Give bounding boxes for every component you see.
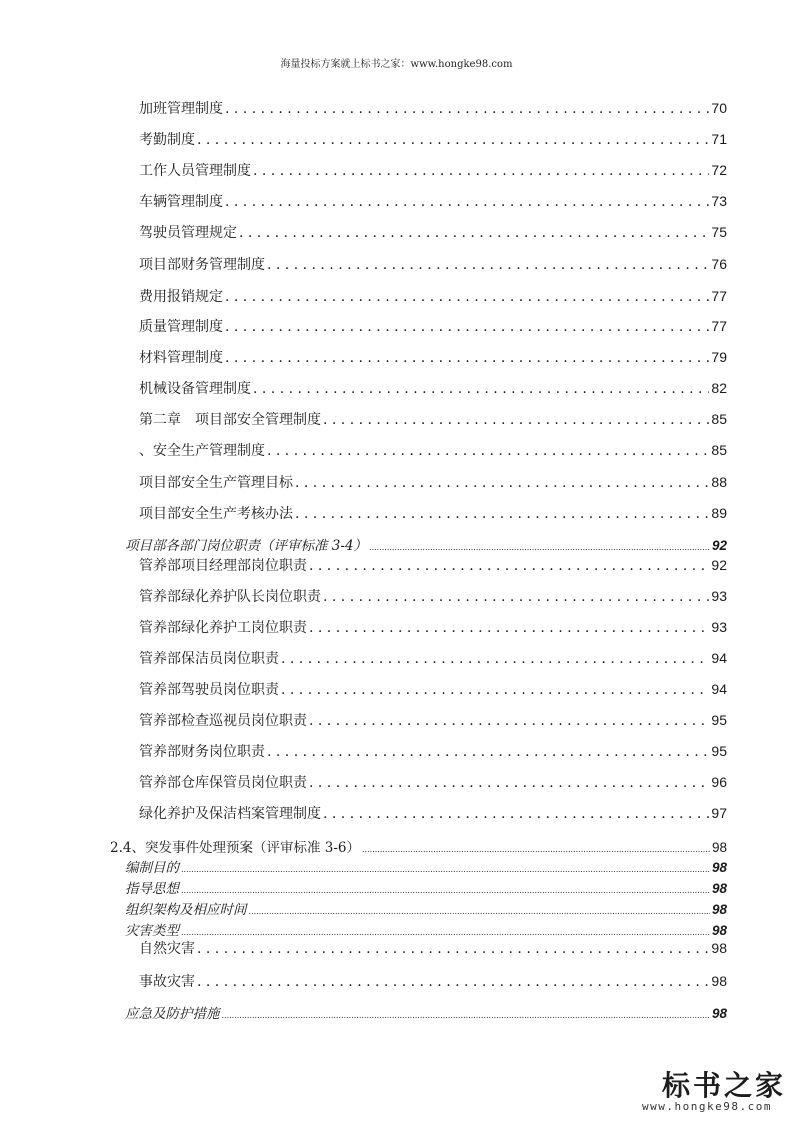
toc-leader-dots (281, 651, 709, 667)
toc-entry[interactable] (139, 129, 727, 147)
toc-leader-dots (222, 1006, 710, 1022)
toc-entry-title: 灾害类型 (125, 923, 179, 939)
toc-leader-dots (309, 713, 709, 729)
page-header: 海量投标方案就上标书之家：www.hongke98.com (280, 59, 513, 70)
toc-leader-dots (181, 923, 710, 939)
toc-entry[interactable] (139, 378, 727, 396)
toc-leader-dots (323, 806, 709, 822)
toc-page-number: 98 (711, 923, 727, 938)
toc-leader-dots (309, 620, 709, 636)
toc-leader-dots (239, 225, 709, 241)
toc-entry-title: 项目部各部门岗位职责（评审标准 3-4） (125, 538, 368, 554)
toc-leader-dots (197, 974, 709, 990)
toc-entry-title: 项目部安全生产管理目标 (139, 475, 293, 491)
toc-entry[interactable] (139, 555, 727, 573)
toc-entry[interactable] (139, 741, 727, 759)
toc-entry-title: 项目部安全生产考核办法 (139, 506, 293, 522)
toc-entry[interactable] (139, 648, 727, 666)
toc-page-number: 71 (711, 131, 727, 147)
toc-entry[interactable] (139, 679, 727, 697)
toc-leader-dots (181, 881, 710, 897)
toc-entry[interactable] (139, 472, 727, 490)
toc-entry-title: 管养部财务岗位职责 (139, 744, 265, 760)
toc-leader-dots (362, 840, 710, 856)
toc-entry-title: 编制目的 (125, 860, 179, 876)
toc-leader-dots (369, 538, 710, 554)
toc-page-number: 85 (711, 411, 727, 427)
toc-leader-dots (225, 194, 709, 210)
toc-entry-title: 组织架构及相应时间 (125, 902, 247, 918)
toc-page-number: 77 (711, 318, 727, 334)
brand-logo (640, 1064, 790, 1116)
toc-entry[interactable] (125, 1002, 727, 1022)
toc-page-number: 89 (711, 505, 727, 521)
toc-entry[interactable] (139, 503, 727, 521)
toc-entry-title: 、安全生产管理制度 (139, 443, 265, 459)
toc-page-number: 92 (711, 557, 727, 573)
toc-entry-title: 管养部绿化养护队长岗位职责 (139, 589, 321, 605)
toc-entry-title: 费用报销规定 (139, 289, 223, 305)
toc-page-number: 98 (711, 973, 727, 989)
toc-page-number: 92 (711, 538, 727, 553)
toc-entry[interactable] (139, 347, 727, 365)
toc-entry-title: 车辆管理制度 (139, 194, 223, 210)
toc-leader-dots (309, 775, 709, 791)
toc-entry-title: 2.4、突发事件处理预案（评审标准 3-6） (110, 840, 361, 856)
toc-page-number: 93 (711, 619, 727, 635)
toc-leader-dots (225, 319, 709, 335)
toc-leader-dots (181, 860, 710, 876)
toc-leader-dots (249, 902, 710, 918)
toc-entry-title: 考勤制度 (139, 132, 195, 148)
toc-page-number: 98 (711, 902, 727, 917)
toc-entry[interactable] (139, 803, 727, 821)
toc-leader-dots (323, 589, 709, 605)
toc-entry[interactable] (139, 938, 727, 956)
toc-leader-dots (323, 412, 709, 428)
toc-entry-title: 管养部仓库保管员岗位职责 (139, 775, 307, 791)
toc-entry[interactable] (139, 222, 727, 240)
toc-page-number: 73 (711, 193, 727, 209)
toc-page-number: 95 (711, 712, 727, 728)
toc-entry[interactable] (139, 971, 727, 989)
toc-leader-dots (197, 132, 709, 148)
toc-page-number: 98 (711, 940, 727, 956)
toc-entry-title: 质量管理制度 (139, 319, 223, 335)
toc-entry[interactable] (139, 254, 727, 272)
logo-text: 标书之家 (662, 1069, 787, 1102)
toc-page-number: 98 (711, 860, 727, 875)
toc-entry-title: 加班管理制度 (139, 101, 223, 117)
toc-leader-dots (225, 101, 709, 117)
toc-leader-dots (309, 558, 709, 574)
toc-leader-dots (295, 506, 709, 522)
toc-page-number: 94 (711, 681, 727, 697)
toc-leader-dots (253, 163, 709, 179)
toc-entry[interactable] (125, 856, 727, 876)
toc-entry-title: 管养部保洁员岗位职责 (139, 651, 279, 667)
toc-entry-title: 管养部项目经理部岗位职责 (139, 558, 307, 574)
toc-page-number: 79 (711, 349, 727, 365)
toc-entry[interactable] (139, 160, 727, 178)
toc-entry-title: 指导思想 (125, 881, 179, 897)
toc-entry[interactable] (139, 617, 727, 635)
toc-entry-title: 绿化养护及保洁档案管理制度 (139, 806, 321, 822)
toc-leader-dots (267, 744, 709, 760)
toc-page-number: 85 (711, 442, 727, 458)
toc-entry[interactable] (139, 286, 727, 304)
toc-entry[interactable] (139, 710, 727, 728)
toc-leader-dots (225, 289, 709, 305)
toc-entry[interactable] (139, 440, 727, 458)
toc-entry-title: 机械设备管理制度 (139, 381, 251, 397)
toc-page-number: 72 (711, 162, 727, 178)
toc-page-number: 97 (711, 805, 727, 821)
toc-entry[interactable] (125, 877, 727, 897)
toc-page-number: 82 (711, 380, 727, 396)
toc-entry[interactable] (125, 898, 727, 918)
toc-entry-title: 管养部检查巡视员岗位职责 (139, 713, 307, 729)
toc-page-number: 94 (711, 650, 727, 666)
toc-entry-title: 工作人员管理制度 (139, 163, 251, 179)
toc-page-number: 95 (711, 743, 727, 759)
toc-entry[interactable] (139, 191, 727, 209)
toc-entry-title: 自然灾害 (139, 941, 195, 957)
toc-entry-title: 管养部绿化养护工岗位职责 (139, 620, 307, 636)
toc-leader-dots (267, 257, 709, 273)
toc-page-number: 88 (711, 474, 727, 490)
toc-page-number: 75 (711, 224, 727, 240)
toc-entry-title: 管养部驾驶员岗位职责 (139, 682, 279, 698)
toc-page-number: 93 (711, 588, 727, 604)
toc-entry-title: 第二章 项目部安全管理制度 (139, 412, 321, 428)
toc-entry-title: 事故灾害 (139, 974, 195, 990)
toc-entry-title: 应急及防护措施 (125, 1006, 220, 1022)
toc-page-number: 70 (711, 100, 727, 116)
toc-leader-dots (225, 350, 709, 366)
toc-page-number: 76 (711, 256, 727, 272)
toc-leader-dots (253, 381, 709, 397)
toc-entry[interactable] (125, 919, 727, 939)
toc-entry-title: 材料管理制度 (139, 350, 223, 366)
toc-entry[interactable] (139, 772, 727, 790)
toc-entry[interactable] (139, 98, 727, 116)
toc-entry[interactable] (139, 316, 727, 334)
toc-page-number: 98 (711, 1006, 727, 1021)
toc-leader-dots (295, 475, 709, 491)
logo-url: www.hongke98.com (642, 1100, 772, 1113)
toc-leader-dots (281, 682, 709, 698)
toc-page-number: 98 (711, 840, 727, 855)
toc-entry-title: 项目部财务管理制度 (139, 257, 265, 273)
toc-page-number: 96 (711, 774, 727, 790)
toc-page-number: 77 (711, 288, 727, 304)
toc-page-number: 98 (711, 881, 727, 896)
toc-entry[interactable] (110, 836, 727, 856)
toc-entry[interactable] (125, 534, 727, 554)
toc-leader-dots (267, 443, 709, 459)
toc-entry-title: 驾驶员管理规定 (139, 225, 237, 241)
toc-entry[interactable] (139, 409, 727, 427)
toc-leader-dots (197, 941, 709, 957)
toc-entry[interactable] (139, 586, 727, 604)
